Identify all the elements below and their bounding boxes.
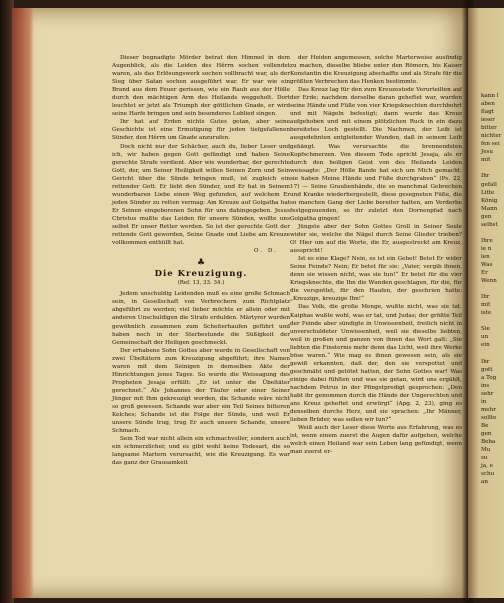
adjacent-page-line: sehr	[481, 390, 494, 397]
author-signature: O. D.	[253, 248, 278, 255]
paragraph: Ihr hat auf Erden nichts Gutes getan, aber seine Geschichte ist eine Ermutigung für jeden tiefgefallenen Sünder, den Hêrrn um Gnade anzurufen.	[112, 119, 290, 142]
adjacent-page-line: Ihr	[481, 358, 490, 365]
paragraph: Der erhabene Sohn Gottes aber wurde in Gesellschaft von zwei Übeltätern zum Kreuzigung abgeführt; ihre Namen waren mit dem Seinigen in demselben Akte der Hinrichtungen jenes Tages. So wurde die Weissagung des Propheten Jesaja erfüllt: „Er ist unter die Übeltäter gerechnet.“ Als Johannes der Täufer oder einer Seiner Jünger mit Ihm gekreuzigt worden, die Schande wäre nicht so groß gewesen. Schande war aber ein Teil Seines bitteren Kelches; Schande ist die Folge der Sünde, und weil Er unsere Sünde trug, trug Er auch unsere Schande, unsere Schmach.	[112, 347, 290, 435]
adjacent-page-line: gott	[481, 366, 493, 373]
page-binding	[12, 8, 34, 598]
paragraph: Jedem unschuldig Leidenden muß es eine große Schmach sein, in Gesellschaft von Verbrechern zum Richtplatz abgeführt zu werden; viel lieber möchte er allein oder mit anderen Unschuldigen die Strafe erdulden. Märtyrer wurden gewöhnlich zusammen zum Scheiterhaufen geführt und haben noch in der Sterbestunde die Süßigkeit der Gemeinschaft der Heiligen geschmeckt.	[112, 291, 290, 346]
adjacent-page-line: Jesu	[481, 149, 494, 156]
paragraph: Jüngste aber der Sohn Gottes Groll in Seiner Seele wider sie, welche die Nägel durch Seine Glieder trieben? O! Hier um auf die Worte, die Er, ausgestreckt am Kreuz, ausspricht!	[290, 223, 462, 255]
right-text-column	[290, 54, 462, 456]
adjacent-page-line	[481, 317, 504, 325]
adjacent-page-line: Ihr	[481, 294, 490, 301]
adjacent-page-line: Mann	[481, 205, 498, 212]
adjacent-page-line: su	[481, 455, 488, 462]
adjacent-page-line: Wenn	[481, 278, 497, 285]
adjacent-page-line: flagt	[481, 109, 494, 116]
adjacent-page-line: ein	[481, 342, 490, 349]
adjacent-page-line: mit	[481, 157, 491, 164]
clover-ornament-icon: ♣	[196, 258, 206, 269]
paragraph: Weiß auch der Leser diese Worte aus Erfahrung, was es ist, wenn einem zuerst die Augen dafür aufgehen, welche welch einen Heiland war sein Leben lang gefündigt, wenn man zuerst er-	[290, 425, 462, 456]
adjacent-page-line: schu	[481, 471, 495, 478]
adjacent-page-line: in	[481, 398, 487, 405]
adjacent-page-line: nichter	[481, 133, 502, 140]
adjacent-page-edge	[468, 8, 504, 598]
adjacent-page-line: ja, e	[481, 463, 493, 470]
scripture-reference: (Ref. 13, 33. 34.)	[177, 280, 225, 287]
adjacent-page-line	[481, 229, 504, 237]
adjacent-page-line: ie n	[481, 245, 492, 252]
paragraph: Das Kreuz lag für den zum Kreuzestode Verurteilten auf der Erde; nachdem derselbe daran geheftet war, wurden seine Hände und Füße von vier Kriegsknechten durchbohrt und mit Nägeln befestigt; dann wurde das Kreuz aufgehoben und mit einem plötzlichen Ruck in ein dazu bereitetes Loch gestellt. Die Nachmen, der Leib ist ausgedehnten entgleitender Wunden, daß in seinem Leib gehängt. Was verursachte die brennendsten Kopfschmerzen. Von diesem Tode spricht Jesaja, als er durch den heiligen Geist von des Heilands Leiden weissagte: „Der Hölle Bande hat sich um Mich gemacht; sie haben Meine Hände und Füße durchgraben“ (Ps. 22, 17) — Seine Graubenhände, die so manchmal Gebrechen und Kranke wiederhergestellt, diese gesegneten Füße, die so manchen Gang der Liebe bereiter hatten, am Verderbe festgeguuenden, so ihr zuletzt den Dornenpfad nach Golgatha gingen!	[290, 87, 462, 222]
book-page	[12, 8, 468, 598]
adjacent-page-line: Ihr	[481, 173, 490, 180]
adjacent-page-line: len	[481, 253, 490, 260]
adjacent-page-line: Sie	[481, 326, 490, 333]
adjacent-page-line: Mu	[481, 447, 491, 454]
adjacent-page-line: bitter	[481, 125, 497, 132]
adjacent-page-line: Ihre	[481, 237, 493, 244]
adjacent-page-line: Beba	[481, 439, 496, 446]
paragraph: Ist es eine Klage? Nein, es ist ein Gebet! Betet Er wider Seine Feinde? Nein; Er betet für sie: „Vater, vergib ihnen, denn sie wissen nicht, was sie tun!“ Er betet für die vier Kriegsknechte, die Ihn die Wunden geschlagen, für die, für die verspottet, für den Haufen, der geschrien hatte: „Kreuzige, kreuzige Ihn!“	[290, 256, 462, 303]
adjacent-page-line: Was	[481, 261, 493, 268]
adjacent-page-line: un	[481, 334, 489, 341]
adjacent-page-line: fen sei	[481, 141, 500, 148]
left-text-column	[112, 54, 290, 467]
adjacent-page-line: kann l	[481, 93, 499, 99]
adjacent-page-line: ieser	[481, 117, 495, 124]
adjacent-page-line	[481, 350, 504, 358]
adjacent-page-line: ins	[481, 382, 490, 389]
paragraph: Dieser begnadigte Mörder betrat den Himmel in dem Augenblick, als die Leiden des Hêrrn sochen vollendet waren, als das Erlösungswerk sochen vollbracht war, als der Sieg über Satan sochen ausgeführt war. Er war wie ein Brand aus dem Feuer gerissen, wie ein Raub aus der Hölle durch den mächtigen Arm des Heilands weggeholt. Dort leuchtet er jetzt als Triumph der göttlichen Gnade, er wird seine Harfe bringen und sein besonderes Loblied singen.	[112, 55, 290, 118]
adjacent-page-line: mit	[481, 302, 491, 309]
paragraph: der Heiden angemessen, solche Marterweise ausfindig zu machen, dieselbe bliebe unter den Römern, bis Kaiser Konstantin die Kreuzigung abschaffte und als Strafe für die größten Verbrechen das Henken bestimmte.	[290, 55, 462, 86]
adjacent-page-line: selbst	[481, 221, 498, 228]
adjacent-page-line: Litte	[481, 189, 495, 196]
adjacent-page-line: an	[481, 479, 488, 486]
adjacent-page-line: Er	[481, 270, 488, 277]
adjacent-page-line: Be	[481, 422, 489, 429]
adjacent-page-line: sollte	[481, 414, 497, 421]
adjacent-page-line: gen	[481, 213, 492, 220]
adjacent-page-line: gen	[481, 430, 492, 437]
paragraph: Das Volk, die große Menge, wußte nicht, was sie tat. Kaiphas wußte wohl, was er tat, und Judas; der größte Teil der Feinde aber sündigte in Unwissenheit, freilich nicht in unverschuldeter Unwissenheit, weil sie dieselbe liebten, weil in großen und ganzen von ihnen das Wort galt: „Sie liebten die Finsternis mehr denn das Licht, weil ihre Werke böse waren.“ Wie mag es ihnen gewesen sein, als sie gewiß erkannten, daß der, den sie verspottet und geschmäht und getötet hatten, der Sohn Gottes war! Was einige dabei fühlten und was sie getan, wird uns ergählt, nachdem Petrus in der Pfingstpredigt gesprochen: „Den habt ihr genommen durch die Hände der Ungerechten und ans Kreuz geheftet und erwürgt“ (Apg. 2, 23), ging es denselben durchs Herz, und sie sprachen: „Ihr Männer, lieben Brüder, was sollen wir tun?“	[290, 304, 462, 424]
paragraph: Sein Tod war nicht allein ein schmachvoller, sondern auch ein schmerzlicher, und es gibt wohl keine Todesart, die so langsame Martern verursacht, wie die Kreuzigung. Es war das ganz der Grausamkeit	[112, 436, 290, 467]
adjacent-page-text-fragments	[481, 92, 504, 486]
adjacent-page-line: aben	[481, 101, 495, 108]
adjacent-page-line	[481, 164, 504, 172]
adjacent-page-line: a Tog	[481, 374, 497, 381]
adjacent-page-line: mehr	[481, 406, 496, 413]
adjacent-page-line: iste	[481, 310, 492, 317]
adjacent-page-line: König	[481, 197, 498, 204]
adjacent-page-line: gefall	[481, 181, 497, 188]
adjacent-page-line	[481, 285, 504, 293]
paragraph: Doch nicht nur der Schächer, auch du, lieber Leser und ich, wir haben gegen Gott gefündigt und haben Seine gerechte Strafe verdient. Aber wie wunderbar, der gerechte Gott, der, um Seiner Heiligkeit willen Seinen Zorn und Sein Gericht über die Sünde bringen muß, ist zugleich ein rettender Gott. Er liebt den Sünder, und Er hat in Seinem wunderbaren Liebe einen Weg gefunden, auf welchem Er jeden Sünder zu retten vermag: Am Kreuze auf Golgatha hat Er Seinen eingeborenen Sohn für uns dahingegeben. Jesus Christus mußte das Leiden für unsere Sünden, wollte uns selbst Er unser Retter werden. So ist der gerechte Gott der rettende Gott geworden, Seine Gnade und Liebe am Kreuze vollkommen enthüllt hat.	[112, 143, 290, 247]
section-title: Die Kreuzigung.	[154, 269, 248, 280]
